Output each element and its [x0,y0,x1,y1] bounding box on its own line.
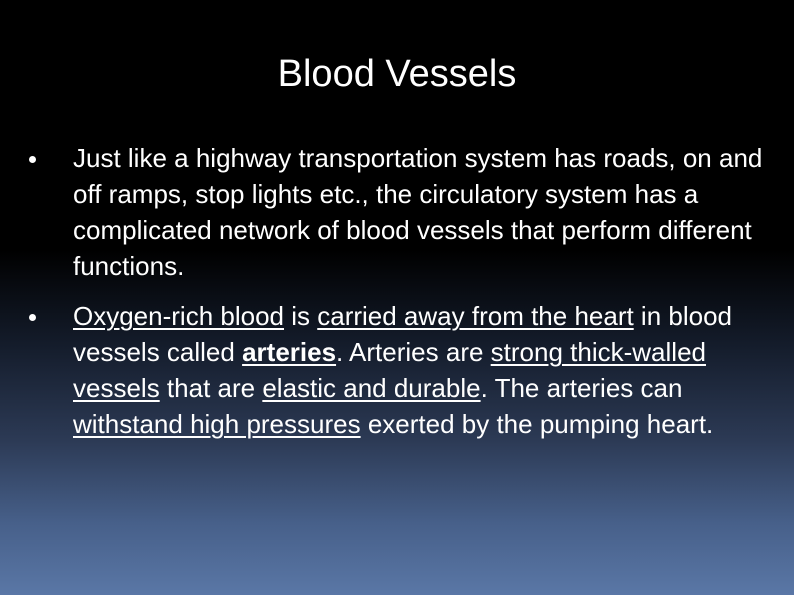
underlined-phrase: Oxygen-rich blood [73,301,284,331]
underlined-phrase: withstand high pressures [73,409,361,439]
underlined-phrase: strong thick-walled vessels [73,337,706,403]
bullet-list [0,140,794,456]
text-segment: is [284,301,318,331]
text-segment: that are [159,373,263,403]
underlined-phrase: elastic and durable [262,373,481,403]
text-segment: . Arteries are [336,337,491,367]
bullet-text: Just like a highway transportation system has roads, on and off ramps, stop lights etc., the circulatory system has a complicated network of blood vessels that perform different functions. [73,143,763,281]
text-segment: . The arteries can [480,373,683,403]
bullet-item-arteries [0,298,794,442]
text-segment: exerted by the pumping heart. [360,409,714,439]
bullet-dot-icon [29,314,36,321]
bullet-dot-icon [29,156,36,163]
bullet-item-highway [0,140,794,284]
slide-title: Blood Vessels [277,53,517,95]
underlined-phrase: carried away from the heart [317,301,634,331]
text-segment: in blood vessels called [73,301,733,367]
bold-underlined-term: arteries [242,337,337,367]
